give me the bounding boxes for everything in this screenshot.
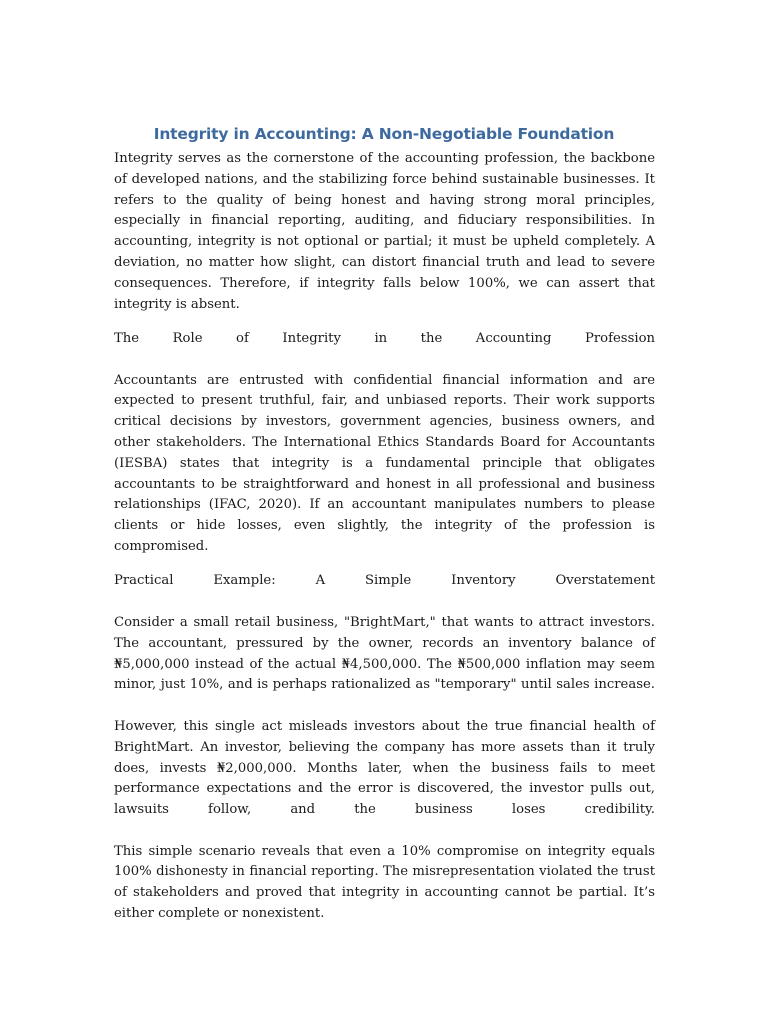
paragraph-role: Accountants are entrusted with confidential financial information and are expected to present truthful, fair, and unbiased reports. Their work supports critical decisions by investors, government agencies, business owners, and other stakeholders. The International Ethics Standards Board for Accountants (IESBA) states that integrity is a fundamental principle that obligates accountants to be straightforward and honest in all professional and business relationships (IFAC, 2020). If an accountant manipulates numbers to please clients or hide losses, even slightly, the integrity of the profession is compromised. — [114, 372, 655, 554]
document-body — [114, 149, 655, 925]
section-heading-role: The Role of Integrity in the Accounting Profession — [114, 330, 655, 346]
document-title: Integrity in Accounting: A Non-Negotiable Foundation — [153, 125, 615, 143]
paragraph-example-consequence: However, this single act misleads investors about the true financial health of BrightMart. An investor, believing the company has more assets than it truly does, invests ₦2,000,000. Months later, when the business fails to meet performance expectations and the error is discovered, the investor pulls out, lawsuits follow, and the business loses credibility. — [114, 718, 655, 818]
paragraph-intro: Integrity serves as the cornerstone of the accounting profession, the backbone of developed nations, and the stabilizing force behind sustainable businesses. It refers to the quality of being honest and having strong moral principles, especially in financial reporting, auditing, and fiduciary responsibilities. In accounting, integrity is not optional or partial; it must be upheld completely. A deviation, no matter how slight, can distort financial truth and lead to severe consequences. Therefore, if integrity falls below 100%, we can assert that integrity is absent. — [114, 151, 655, 312]
paragraph-example-setup: Consider a small retail business, "BrightMart," that wants to attract investors. The accountant, pressured by the owner, records an inventory balance of ₦5,000,000 instead of the actual ₦4,500,000. The ₦500,000 inflation may seem minor, just 10%, and is perhaps rationalized as "temporary" until sales increase. — [114, 614, 655, 693]
paragraph-conclusion: This simple scenario reveals that even a 10% compromise on integrity equals 100% dishonesty in financial reporting. The misrepresentation violated the trust of stakeholders and proved that integrity in accounting cannot be partial. It’s either complete or nonexistent. — [114, 843, 655, 922]
section-heading-example: Practical Example: A Simple Inventory Overstatement — [114, 573, 655, 589]
